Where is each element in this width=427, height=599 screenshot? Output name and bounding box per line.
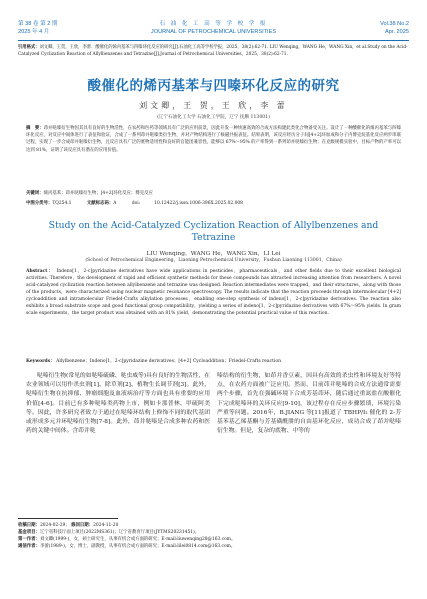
date-en: Apr. 2025 [385, 29, 409, 35]
abstract-cn [26, 125, 401, 154]
revised-date: 2024-11-20 [93, 523, 119, 528]
keywords-en-label: Keywords： [26, 359, 55, 364]
first-author-text: 刘文卿(1999-)，女，硕士研究生，从事有机合成方面的研究；E-mail:liuwenqing28@163.com。 [39, 537, 236, 542]
clc-group [26, 201, 71, 206]
keywords-en [26, 358, 401, 365]
journal-name-cn: 石 油 化 工 高 等 学 校 学 报 [159, 21, 268, 27]
doi-label: doi: [131, 201, 141, 206]
fund-label: 基金项目： [18, 530, 40, 535]
corresponding-author-line [18, 543, 409, 550]
abstract-cn-label: 摘 要： [26, 126, 44, 131]
keywords-en-text: Allylbenzene；Indeno[1，2-c]pyridazine derivatives；[4+2] Cycloaddition；Friedel-Crafts reaction [56, 359, 281, 364]
keywords-cn [26, 190, 401, 197]
header-rule [18, 40, 409, 41]
title-en: Study on the Acid-Catalyzed Cyclization Reaction of Allylbenzenes and Tetrazine [48, 220, 379, 243]
body-paragraph: 哒嗪衍生物(常见的如哒嗪硫磷、哒虫威等)具有良好的生物活性，在农业领域可以用作杀虫剂[1]、除草剂[2]、植物生长调节剂[3]。此外，哒嗪衍生物在抗抑郁、肿瘤细胞及血液病治疗等方面也具有重要的应用价值[4-6]。目前已有多种哒嗪类药物上市，例如卡那普林、甲硫阿美等。因此，许多研究者致力于通过在哒嗪环结构上修饰不同的取代基团或形成多元并环哒嗪衍生物[7-8]。此外，茚并哒嗪是合成多种农药和医药的关键中间体。含茚并哒 [26, 373, 210, 435]
abstract-en-text: Indeno[1，2-c]pyridazine derivatives have wide applications in pesticides，pharmaceuticals，and other fields due to their excellent biological activities. Therefore，the development of rapid and efficient synthetic methods for these compounds has attracted increasing attention from researchers. A novel acid-catalyzed cyclization reaction between allylbenzene and tetrazine was designed. Reaction intermediates were trapped，and their structures，along with those of the products，were characterized using nuclear magnetic resonance spectroscopy. The results indicate that the reaction proceeds through intermolecular [4+2] cycloaddition and intramolecular Friedel-Crafts alkylation processes，enabling one-step synthesis of indeno[1，2-c]pyridazine derivatives. The reaction also exhibits a broad substrate scope and good functional group compatibility，yielding a series of indeno[1，2-c]pyridazine derivatives with 67%～95% yields. In gram scale experiments，the target product was obtained with an 81% yield，demonstrating the potential practical value of this reaction. [26, 269, 401, 316]
footnote-rule [18, 518, 118, 519]
abstract-en [26, 268, 401, 317]
keywords-cn-text: 烯丙基苯；茚并哒嗪衍生物；[4+2]环化反应；傅克反应 [43, 191, 153, 196]
journal-name-en: JOURNAL OF PETROCHEMICAL UNIVERSITIES [150, 29, 277, 35]
abstract-en-label: Abstract： [26, 269, 54, 274]
fund-text: 辽宁省科技厅面上项目(2022MS361)；辽宁省教育厅项目(JYTMS20231451)。 [39, 530, 200, 535]
revised-label: 修回日期： [71, 523, 94, 528]
doc-code-value: A [113, 201, 117, 206]
dates-line: 收稿日期：2024-02-29； 修回日期：2024-11-20 [18, 523, 119, 528]
title-cn: 酸催化的烯丙基苯与四嗪环化反应的研究 [87, 78, 340, 94]
first-author-label: 第一作者： [18, 537, 40, 542]
affiliation-en: (School of Petrochemical Engineering，Liaoning Petrochemical University，Fushun Liaoning 113001，China) [85, 258, 342, 263]
fund-line [18, 529, 409, 536]
citation-text: 刘文卿，王贺，王欣，李蕾．酸催化的烯丙基苯与四嗪环化反应的研究[J].石油化工高等学校学报，2025，38(2):62-71. LIU Wenqing，WANG He，WANG Xin，et al.Study on the Acid-Catalyzed Cyclization Reaction of Allylbenzenes and Tetrazine[J].Journal of Petrochemical Universities，2025，38(2):62-71. [18, 45, 408, 57]
corresponding-author-text: 李蕾(1989-)，女，博士，副教授，从事有机合成方面的研究；E-mail:lilei0814.com@163.com。 [39, 544, 236, 549]
classification-line [26, 200, 401, 207]
volume-cn: 第 38 卷 第 2 期 [18, 21, 58, 27]
citation-block [18, 45, 409, 58]
footnote-block [18, 522, 409, 550]
first-author-line [18, 536, 409, 543]
citation-label: 引用格式： [18, 45, 40, 50]
authors-cn: 刘文卿，王 贺，王 欣，李 蕾 [139, 101, 288, 110]
corresponding-author-label: 通信作者： [18, 544, 40, 549]
received-label: 收稿日期： [18, 523, 40, 528]
header-right [380, 20, 409, 36]
received-date: 2024-02-29 [39, 523, 66, 528]
doi-value: 10.12422/j.issn.1006-396X.2025.02.008 [154, 201, 243, 206]
affiliation-cn: (辽宁石油化工大学 石油化工学院，辽宁 抚顺 113001) [157, 115, 270, 120]
authors-en: LIU Wenqing，WANG He，WANG Xin，LI Lei [146, 251, 281, 257]
abstract-cn-text: 茚并哒嗪衍生物因其具有良好的生物活性，在农药和医药等领域具有广泛的应用前景，因此开发一种快速高效的合成方法构建此类化合物备受关注。设计了一种酸催化的烯丙基苯与四嗪环化反应，对反应中间体进行了表征和验证，合成了一系列茚并哒嗪类衍生物，并对产物结构进行了核磁共振表征。结果表明，该反应经历分子间[4+2]环加成和分子内傅克烷基化反应两步串联过程，实现了一步合成茚并哒嗪衍生物，且反应具有广泛的底物适用性和良好的官能团兼容性，能够以 67%～95% 的产率得到一系列茚并哒嗪衍生物；在克级规模实验中，目标产物的产率可以达到 81%，证明了该反应具有潜在的应用价值。 [26, 126, 401, 153]
clc-label: 中图分类号： [26, 201, 53, 206]
body-column-left [26, 372, 210, 436]
body-paragraph: 嗪结构的衍生物，如茚并香豆素，因具有高效的杀虫性和环境友好等特点，在农药方面被广泛应用。然而，目前茚并哒嗪的合成方法通常需要两个步骤，首先在强碱环境下合成芳基茚环，随后通过重氮盐在酸催化下完成哒嗪环的关环反应[9-10]，该过程存在反应步骤繁琐，环境污染严重等问题。2016年，B.JIANG 等[11]报道了 TBHP/I₂ 催化的 2-芳基苯基乙烯基酮与芳基磺酰肼的自由基环化反应，成功合成了茚并哒嗪衍生物。但是，复杂的底物、中等的 [217, 373, 401, 435]
doi-group [132, 201, 243, 206]
volume-en: Vol.38 No.2 [380, 21, 409, 27]
date-cn: 2025 年 4 月 [18, 29, 50, 35]
doc-code-label: 文献标志码： [86, 201, 114, 206]
keywords-cn-label: 关键词： [26, 191, 44, 196]
doc-code-group [87, 201, 117, 206]
body-column-right [217, 372, 401, 436]
header-center [18, 20, 409, 36]
clc-value: TQ254.1 [52, 201, 72, 206]
